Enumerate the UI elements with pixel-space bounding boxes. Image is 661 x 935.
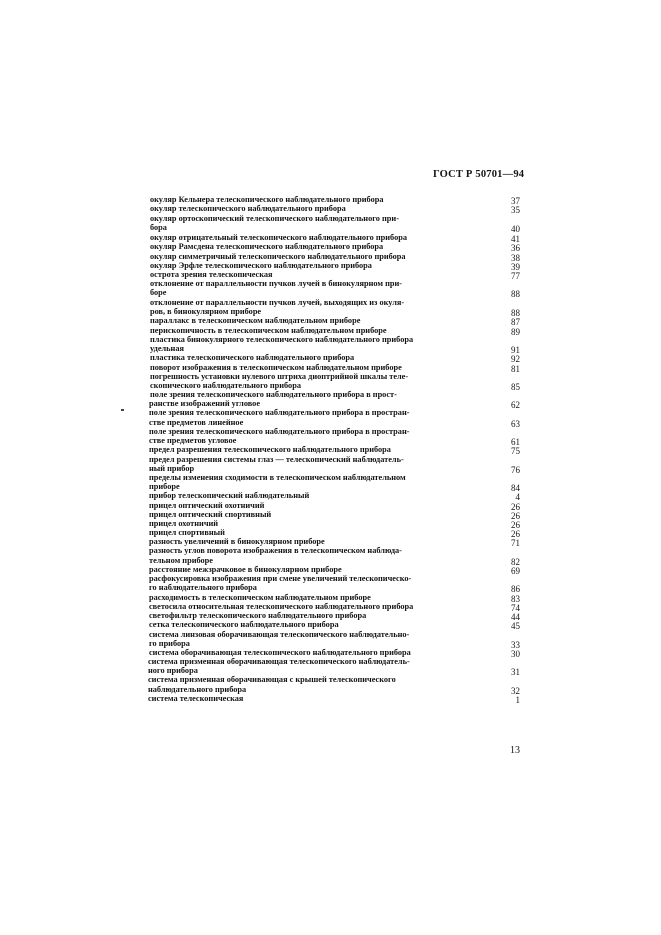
index-page-ref: 39 xyxy=(511,262,520,272)
index-page-ref: 82 xyxy=(511,557,520,567)
index-entry-line: система оборачивающая телескопического наблюдательного прибора xyxy=(149,648,411,657)
index-entry-line: ный прибор xyxy=(149,464,195,473)
index-entry-line: пределы изменения сходимости в телескопическом наблюдательном xyxy=(149,473,406,482)
index-entry-line: окуляр ортоскопический телескопического наблюдательного при- xyxy=(150,214,399,223)
index-page-ref: 75 xyxy=(511,446,520,456)
index-entry-line: ранстве изображений угловое xyxy=(149,399,261,408)
index-page-ref: 32 xyxy=(511,686,520,696)
index-entry-line: поле зрения телескопического наблюдательного прибора в простран- xyxy=(149,427,410,436)
index-page-ref: 83 xyxy=(511,594,520,604)
index-page-ref: 40 xyxy=(511,224,520,234)
index-page-ref: 85 xyxy=(511,382,520,392)
index-entry-line: отклонение от параллельности пучков лучей в бинокулярном при- xyxy=(150,279,403,288)
index-entry-line: прицел оптический охотничий xyxy=(149,501,265,510)
index-page-ref: 88 xyxy=(511,289,520,299)
index-page-ref: 26 xyxy=(511,502,520,512)
index-entry-line: окуляр Рамсдена телескопического наблюдательного прибора xyxy=(150,242,384,251)
index-entry-line: расходимость в телескопическом наблюдательном приборе xyxy=(149,593,371,602)
index-page-ref: 35 xyxy=(511,205,520,215)
index-page-ref: 89 xyxy=(511,327,520,337)
index-page-ref: 41 xyxy=(511,234,520,244)
index-page-ref: 30 xyxy=(511,649,520,659)
index-entry-line: система телескопическая xyxy=(148,694,244,703)
index-entry-line: система призменная оборачивающая телескопического наблюдатель- xyxy=(148,657,410,666)
index-page-ref: 26 xyxy=(511,520,520,530)
index-page-ref: 31 xyxy=(511,667,520,677)
index-entry-line: параллакс в телескопическом наблюдательном приборе xyxy=(150,316,361,325)
index-entry-line: го наблюдательного прибора xyxy=(149,583,257,592)
index-entry-line: пластика бинокулярного телескопического наблюдательного прибора xyxy=(150,335,414,344)
index-entry-line: окуляр симметричный телескопического наблюдательного прибора xyxy=(150,252,406,261)
index-page-ref: 26 xyxy=(511,529,520,539)
index-entry-line: окуляр телескопического наблюдательного прибора xyxy=(150,204,346,213)
index-entry-line: прицел охотничий xyxy=(149,519,219,528)
index-entry-line: приборе xyxy=(149,482,180,491)
index-page-ref: 33 xyxy=(511,640,520,650)
index-entry-line: го прибора xyxy=(149,639,190,648)
page-number: 13 xyxy=(510,745,520,756)
index-entry-line: сетка телескопического наблюдательного прибора xyxy=(149,620,339,629)
index-entry-line: окуляр отрицательный телескопического наблюдательного прибора xyxy=(150,233,407,242)
index-entry-line: светосила относительная телескопического наблюдательного прибора xyxy=(149,602,414,611)
index-entry-line: прицел оптический спортивный xyxy=(149,510,272,519)
index-page-ref: 88 xyxy=(511,308,520,318)
index-entry-line: наблюдательного прибора xyxy=(148,685,247,694)
index-page-ref: 91 xyxy=(511,345,520,355)
index-page-ref: 26 xyxy=(511,511,520,521)
index-page-ref: 71 xyxy=(511,538,520,548)
index-entry-line: окуляр Кельнера телескопического наблюдательного прибора xyxy=(150,195,384,204)
index-entry-line: поле зрения телескопического наблюдательного прибора в прост- xyxy=(150,390,397,399)
index-page-ref: 81 xyxy=(511,364,520,374)
index-entry-line: стве предметов угловое xyxy=(149,436,237,445)
index-page-ref: 1 xyxy=(515,695,520,705)
index-page-ref: 44 xyxy=(511,612,520,622)
index-entry-line: расстояние межзрачковое в бинокулярном приборе xyxy=(149,565,342,574)
index-page-ref: 92 xyxy=(511,354,520,364)
index-entry-line: бора xyxy=(150,223,167,232)
index-page-ref: 45 xyxy=(511,621,520,631)
index-entry-line: перископичность в телескопическом наблюдательном приборе xyxy=(150,326,387,335)
index-entry-line: стве предметов линейное xyxy=(149,418,244,427)
index-page-ref: 69 xyxy=(511,566,520,576)
index-entry-line: скопического наблюдательного прибора xyxy=(150,381,301,390)
index-entry-line: система линзовая оборачивающая телескопического наблюдательно- xyxy=(149,630,410,639)
index-entry-line: светофильтр телескопического наблюдательного прибора xyxy=(149,611,367,620)
index-entry-line: предел разрешения системы глаз — телескопический наблюдатель- xyxy=(149,455,404,464)
index-page-ref: 84 xyxy=(511,483,520,493)
index-entry-line: отклонение от параллельности пучков лучей, выходящих из окуля- xyxy=(150,298,405,307)
index-page-ref: 61 xyxy=(511,437,520,447)
index-page-ref: 37 xyxy=(511,196,520,206)
index-page-ref: 86 xyxy=(511,584,520,594)
index-page-ref: 76 xyxy=(511,465,520,475)
index-page-ref: 87 xyxy=(511,317,520,327)
index-page-ref: 38 xyxy=(511,253,520,263)
index-page-ref: 74 xyxy=(511,603,520,613)
index-entry-line: острота зрения телескопическая xyxy=(150,270,273,279)
index-entry-line: поворот изображения в телескопическом наблюдательном приборе xyxy=(150,363,402,372)
index-entry-line: окуляр Эрфле телескопического наблюдательного прибора xyxy=(150,261,372,270)
index-entry-line: тельном приборе xyxy=(149,556,213,565)
index-entry-line: разность увеличений в бинокулярном приборе xyxy=(149,537,325,546)
index-entry-line: система призменная оборачивающая с крышей телескопического xyxy=(148,675,396,684)
index-entry-line: удельная xyxy=(150,344,184,353)
index-entry-line: боре xyxy=(150,288,167,297)
index-page-ref: 4 xyxy=(515,492,520,502)
index-entry-line: предел разрешения телескопического наблюдательного прибора xyxy=(149,445,391,454)
index-entry-line: поле зрения телескопического наблюдательного прибора в простран- xyxy=(149,408,410,417)
document-header: ГОСТ Р 50701—94 xyxy=(433,169,525,180)
index-entry-line: прибор телескопический наблюдательный xyxy=(149,491,310,500)
index-page-ref: 77 xyxy=(511,271,520,281)
index-page-ref: 63 xyxy=(511,419,520,429)
index-entry-line: пластика телескопического наблюдательного прибора xyxy=(150,353,355,362)
index-page-ref: 62 xyxy=(511,400,520,410)
index-entry-line: ров, в бинокулярном приборе xyxy=(150,307,262,316)
index-entry-line: разность углов поворота изображения в телескопическом наблюда- xyxy=(149,546,402,555)
index-entry-line: ного прибора xyxy=(148,666,198,675)
index-entry-line: погрешность установки нулевого штриха диоптрийной шкалы теле- xyxy=(150,372,409,381)
index-entry-line: расфокусировка изображения при смене увеличений телескопическо- xyxy=(149,574,412,583)
index-page-ref: 36 xyxy=(511,243,520,253)
index-entry-line: прицел спортивный xyxy=(149,528,225,537)
